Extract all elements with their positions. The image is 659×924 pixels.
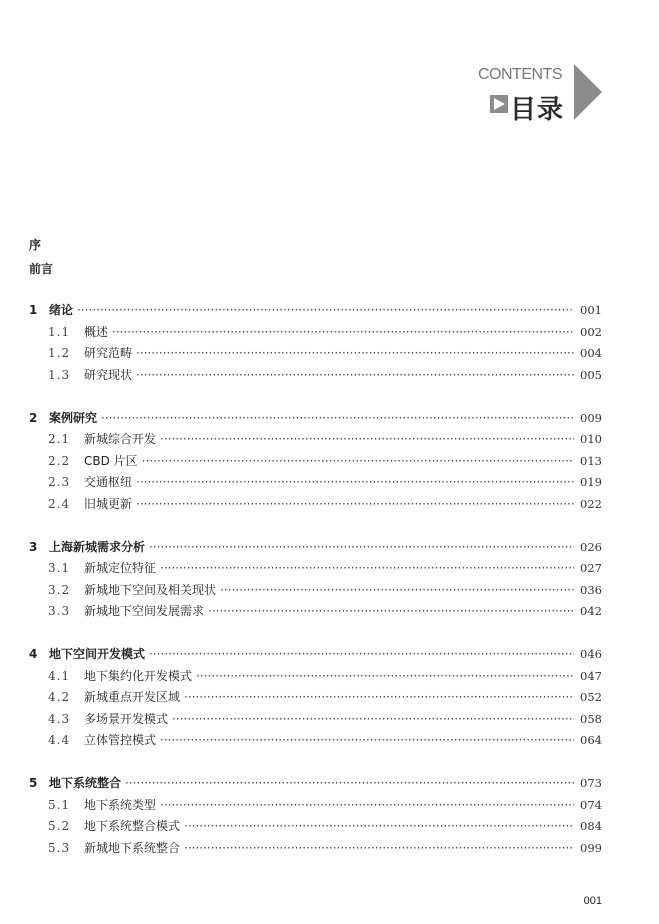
toc-section-row[interactable] xyxy=(29,816,602,838)
chapter-block xyxy=(29,408,602,516)
dot-leader xyxy=(184,687,574,709)
section-page: 005 xyxy=(580,367,602,382)
section-title: 地下系统类型 xyxy=(84,797,157,812)
chapter-block xyxy=(29,537,602,623)
dot-leader xyxy=(160,558,574,580)
chapter-page: 001 xyxy=(580,303,602,317)
dot-leader xyxy=(149,644,574,666)
chapter-page: 009 xyxy=(580,410,602,425)
toc-section-row[interactable] xyxy=(29,343,602,365)
chapter-page: 073 xyxy=(580,776,602,790)
section-number: 2.3 xyxy=(48,475,71,489)
section-page: 052 xyxy=(580,690,602,704)
toc-section-row[interactable] xyxy=(29,730,602,752)
toc-chapter-row[interactable] xyxy=(29,408,602,430)
toc-chapter-row[interactable] xyxy=(29,644,602,666)
section-page: 058 xyxy=(580,711,602,726)
dot-leader xyxy=(112,322,574,344)
contents-title-cn: 目录 xyxy=(510,95,565,125)
section-page: 022 xyxy=(580,496,602,511)
section-number: 3.3 xyxy=(48,604,71,618)
section-number: 4.1 xyxy=(48,668,71,683)
toc-section-row[interactable] xyxy=(29,709,602,731)
section-title: CBD 片区 xyxy=(84,453,138,468)
play-icon xyxy=(490,95,508,113)
toc-section-row[interactable] xyxy=(29,666,602,688)
chapter-block xyxy=(29,773,602,859)
section-page: 004 xyxy=(580,346,602,360)
section-page: 099 xyxy=(580,840,602,855)
section-title: 新城地下空间及相关现状 xyxy=(84,582,217,597)
chapter-number: 4 xyxy=(29,647,38,661)
front-matter-preface[interactable]: 序 xyxy=(29,238,42,252)
dot-leader xyxy=(160,429,574,451)
dot-leader xyxy=(136,472,574,494)
section-page: 013 xyxy=(580,453,602,468)
chapter-title: 上海新城需求分析 xyxy=(49,539,146,554)
section-title: 旧城更新 xyxy=(84,496,133,511)
section-number: 5.2 xyxy=(48,819,71,833)
dot-leader xyxy=(136,343,574,365)
toc-section-row[interactable] xyxy=(29,601,602,623)
dot-leader xyxy=(142,451,574,473)
chapter-block xyxy=(29,300,602,386)
dot-leader xyxy=(172,709,574,731)
toc-section-row[interactable] xyxy=(29,580,602,602)
dot-leader xyxy=(208,601,574,623)
section-title: 立体管控模式 xyxy=(84,733,157,747)
section-page: 064 xyxy=(580,733,602,747)
section-title: 新城地下空间发展需求 xyxy=(84,604,205,618)
section-page: 036 xyxy=(580,582,602,597)
section-number: 4.2 xyxy=(48,690,71,704)
dot-leader xyxy=(125,773,574,795)
dot-leader xyxy=(184,816,574,838)
dot-leader xyxy=(184,838,574,860)
chapter-page: 026 xyxy=(580,539,602,554)
section-number: 2.4 xyxy=(48,496,71,511)
arrow-right-icon xyxy=(574,62,604,122)
section-title: 新城综合开发 xyxy=(84,432,157,446)
chapter-title: 地下系统整合 xyxy=(49,776,122,790)
dot-leader xyxy=(101,408,574,430)
section-number: 4.4 xyxy=(48,733,71,747)
chapter-number: 1 xyxy=(29,303,38,317)
section-page: 074 xyxy=(580,797,602,812)
dot-leader xyxy=(220,580,574,602)
toc-section-row[interactable] xyxy=(29,558,602,580)
dot-leader xyxy=(149,537,574,559)
section-number: 1.1 xyxy=(48,324,71,339)
toc-section-row[interactable] xyxy=(29,429,602,451)
section-number: 2.2 xyxy=(48,453,71,468)
section-title: 研究现状 xyxy=(84,367,133,382)
toc-section-row[interactable] xyxy=(29,494,602,516)
toc-chapter-row[interactable] xyxy=(29,537,602,559)
chapter-page: 046 xyxy=(580,647,602,661)
toc-chapter-row[interactable] xyxy=(29,773,602,795)
section-page: 002 xyxy=(580,324,602,339)
chapter-title: 绪论 xyxy=(49,303,74,317)
chapter-number: 2 xyxy=(29,410,38,425)
section-page: 047 xyxy=(580,668,602,683)
dot-leader xyxy=(136,494,574,516)
section-number: 3.2 xyxy=(48,582,71,597)
contents-header xyxy=(478,62,608,124)
dot-leader xyxy=(196,666,574,688)
dot-leader xyxy=(77,300,574,322)
toc-section-row[interactable] xyxy=(29,322,602,344)
toc-section-row[interactable] xyxy=(29,365,602,387)
section-title: 地下系统整合模式 xyxy=(84,819,181,833)
section-title: 地下集约化开发模式 xyxy=(84,668,193,683)
dot-leader xyxy=(136,365,574,387)
front-matter-foreword[interactable]: 前言 xyxy=(29,262,54,276)
toc-section-row[interactable] xyxy=(29,795,602,817)
section-page: 027 xyxy=(580,561,602,575)
section-title: 新城重点开发区域 xyxy=(84,690,181,704)
section-title: 研究范畴 xyxy=(84,346,133,360)
section-number: 4.3 xyxy=(48,711,71,726)
toc-section-row[interactable] xyxy=(29,687,602,709)
section-number: 1.3 xyxy=(48,367,71,382)
section-number: 3.1 xyxy=(48,561,71,575)
section-page: 019 xyxy=(580,475,602,489)
dot-leader xyxy=(160,795,574,817)
page-number: 001 xyxy=(583,895,602,907)
section-page: 010 xyxy=(580,432,602,446)
section-title: 新城地下系统整合 xyxy=(84,840,181,855)
chapter-title: 地下空间开发模式 xyxy=(49,647,146,661)
chapter-number: 3 xyxy=(29,539,38,554)
chapter-title: 案例研究 xyxy=(49,410,98,425)
table-of-contents xyxy=(29,300,602,881)
section-title: 多场景开发模式 xyxy=(84,711,169,726)
toc-section-row[interactable] xyxy=(29,451,602,473)
section-page: 084 xyxy=(580,819,602,833)
section-number: 5.1 xyxy=(48,797,71,812)
section-title: 交通枢纽 xyxy=(84,475,133,489)
section-page: 042 xyxy=(580,604,602,618)
section-title: 新城定位特征 xyxy=(84,561,157,575)
section-number: 5.3 xyxy=(48,840,71,855)
section-number: 2.1 xyxy=(48,432,71,446)
toc-section-row[interactable] xyxy=(29,838,602,860)
contents-title-en: CONTENTS xyxy=(478,66,562,83)
dot-leader xyxy=(160,730,574,752)
chapter-block xyxy=(29,644,602,752)
chapter-number: 5 xyxy=(29,776,38,790)
toc-chapter-row[interactable] xyxy=(29,300,602,322)
section-number: 1.2 xyxy=(48,346,71,360)
toc-section-row[interactable] xyxy=(29,472,602,494)
section-title: 概述 xyxy=(84,324,109,339)
